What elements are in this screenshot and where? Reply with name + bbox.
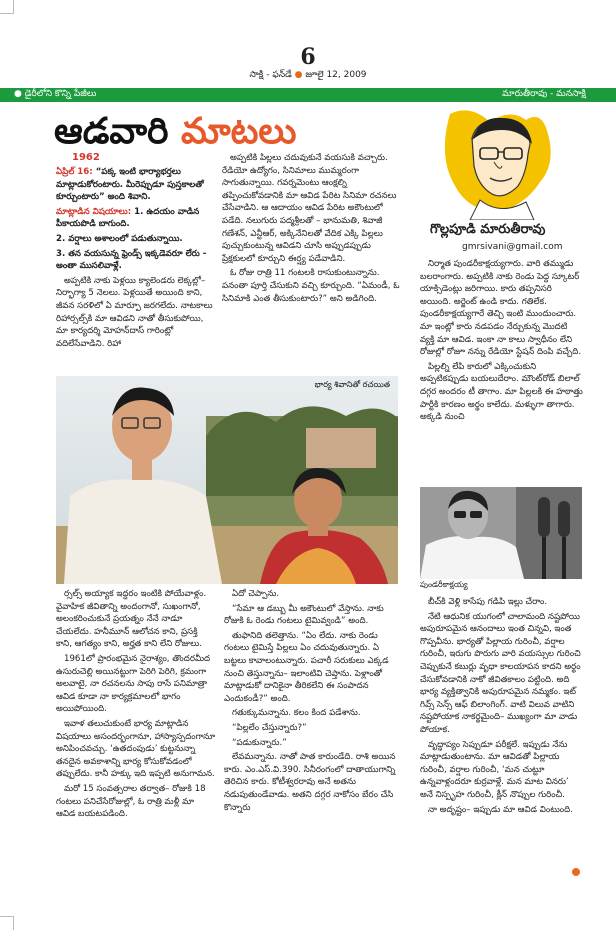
page-number: 6 — [300, 44, 316, 70]
column-2-top — [222, 152, 402, 307]
column-2-bottom — [224, 588, 400, 816]
column-3-bottom — [420, 596, 584, 818]
article-title: ఆడవారి మాటలు — [54, 110, 297, 152]
paragraph: అప్పటికి నాకు పెళ్లయి క్యాలెండరు లెక్కల్లో– నిర్భాగ్యా 5 నెలలు. పెళ్లయితే అయింది కాని, జీవన సరళిలో ఏ మార్పూ జరగలేదు. నాటకాలు రిహార్సల్స్‌కి మా ఆవిడని నాతో తీసుకుపోయి, మా కార్యదర్శి మోహన్‌దాస్ గారింట్లో వదిలేసేవాడిని. రిహా — [56, 275, 213, 349]
paragraph: పిల్లల్ని లేపి కారులో ఎక్కించుకుని అప్పటికప్పుడు బయలుదేరాం. మౌంట్‌రోడ్ బిలాల్ దగ్గర అందరం టీ తాగాం. మా పిల్లలకి ఈ హఠాత్తు పార్టీకి కారణం అర్థం కాలేదు. మళ్ళుగా తాగారు. అక్కడి నుంచి — [420, 361, 583, 423]
section-label: ● డైరీలోని కొన్ని పేజీలు — [14, 89, 97, 99]
paragraph: గతుక్కుమన్నాను. కలం కింద పడేశాను. — [232, 708, 361, 719]
crop-mark — [0, 0, 14, 14]
publication-date: జూలై 12, 2009 — [305, 70, 367, 80]
dateline — [0, 70, 616, 82]
column-3-top — [420, 258, 584, 426]
pundarikakshaiah-photo — [420, 487, 582, 579]
paragraph: 1961లో ప్రారంభమైన నైరాశ్యం, తొందరమీద ఉసురుచెల్లి అయినట్టుగా పెరిగి పెరిగి, క్రమంగా అలవాటై, నా రచనలను సాపు రాసే పనిమాత్రా ఆవిడ కూడా నా కార్యక్రమాలలో భాగం అయిపోయింది. — [56, 653, 211, 715]
paragraph: వృద్ధాప్యం సెప్పుడూ పరీక్షలే. ఇప్పుడు నేను మాట్లాడుతుంటాను. మా ఆవిడతో పిల్లాయ గురించీ, వర్షాల గురించీ, ‘మన చుట్టూ ఉన్నవాళ్లందరూ కుర్రవాళ్లే. మన మాట వినరు’ అనే నిస్పృహ గురించీ, క్లీన్ నొప్పుల గురించీ. — [420, 739, 569, 800]
author-email: gmrsivani@gmail.com — [462, 242, 563, 252]
paragraph: నిర్మాత పుండరీకాక్షయ్యగారు. వారి తమ్ముడు బలరాంగారు. అప్పటికి నాకు రెండు పెద్ద స్కూటర్ యాక్సిడెంట్లు జరిగాయి. కారు తప్పనిసరి అయింది. అర్జెంట్ ఉండి కాదు. గతిలేక. పుండరీకాక్షయ్యగారే తెచ్చి ఇంటి ముందుంచారు. మా ఇంట్లో కారు నడపడం నేర్చుకున్న మొదటి వ్యక్తి మా ఆవిడ. ఇంకా నా కాలు స్వాధీనం లేని రోజుల్లో రోజూ నన్ను రేడియో స్టేషన్ దింపి వచ్చేది. — [420, 259, 582, 358]
paragraph: “సేమా ఆ డబ్బు మీ అకౌంటులో వేస్తాను. నాకు రోజుకి ఓ రెండు గంటలు టైమివ్వండి” అంది. — [224, 603, 384, 627]
paragraph: 3. తన వయసున్న ఫ్రెండ్స్ ఇక్కడెవరూ లేరు - అంతా ముసలివాళ్లే. — [56, 248, 207, 272]
paragraph: ఓ రోజు రాత్రి 11 గంటలకి రాసుకుంటున్నాను. పనంతా పూర్తి చేసుకుని వచ్చి కూర్చుంది. “ఏమండీ, ఓ సినిమాకి ఎంత తీసుకుంటారు?” అని అడిగింది. — [222, 268, 400, 304]
paragraph: మరో 15 సంవత్సరాల తర్వాత– రోజుకి 18 గంటలు పనిచేసేరోజుల్లో, ఓ రాత్రి మళ్లీ మా ఆవిడ బయటపడింది. — [56, 783, 206, 820]
author-name: గొల్లపూడి మారుతీరావు — [430, 222, 546, 237]
section-bar — [0, 88, 616, 102]
paragraph: మాట్లాడిన విషయాలు: 1. ఉదయం వాడిన పీకాయపొడి బాగుంది. — [56, 206, 200, 230]
paragraph: ఇవాళ తలుచుకుంటే భార్య మాట్లాడిన విషయాలు అసందర్భంగానూ, హాస్యాస్పదంగానూ అనిపించవచ్చు. ‘ఉతదంపుడు’ కుట్టనున్నా తనదైన అవకాశాన్ని భార్య కోసుకోవడంలో తప్పులేదు. కానీ హక్కు ఇది ఇప్పటి అనుగామన. — [56, 718, 216, 780]
paragraph: నా అదృష్టం– ఇప్పుడు మా ఆవిడ వింటుంది. — [428, 804, 573, 815]
column-1-top — [56, 166, 214, 352]
column-label: మారుతీరావు - మనసాక్షి — [502, 89, 586, 99]
paragraph: “పడుకున్నారు.” — [232, 737, 287, 748]
bullet-icon: ● — [294, 70, 306, 80]
paragraph: 2. వర్షాలు అశాలంలో పడుతున్నాయి. — [56, 233, 183, 244]
paragraph: తుఫానిది తలెత్తాను. “ఏం లేదు. నాకు రెండు గంటలు టైమిస్తే పిల్లలు ఏం చదువుతున్నారు. ఏ బట్టలు కావాలంటున్నారు. పచారీ సరుకులు ఎక్కడ నుంచి తెస్తున్నాను– ఇలాంటివి చెప్తాను. పెళ్లాంతో మాట్లాడుకో దానికైనా తీరికలేని ఈ సంపాదన ఎందుకండీ?” అంది. — [224, 630, 389, 704]
publication-name: సాక్షి - ఫన్‌డే — [249, 70, 292, 80]
year-heading: 1962 — [72, 152, 100, 163]
paragraph: లేవమన్నాను. నాతో పాత కారుండేది. రాశి అయిన కారు. ఎం.ఎస్.వి.390. సినీరంగంలో దాతాయుగాన్ని తెరిచిన కారు. కోటీశ్వరరావు అనే అతను నడుపుతుండేవాడు. అతని దగ్గర నాకోసం బేరం చేసి కొన్నారు — [224, 752, 396, 813]
paragraph: ఏప్రిల్ 16: “పక్క ఇంటి భార్యాభర్తలు మాట్లాడుకోరంటారు. మీరెప్పుడూ పుస్తకాలతో కూర్చుంటారు” అంది శివాని. — [56, 167, 204, 203]
column-1-bottom — [56, 588, 216, 823]
paragraph: “పిల్లలేం చేస్తున్నారు?” — [232, 722, 307, 733]
paragraph: ఏదో చెప్పాను. — [232, 589, 280, 599]
paragraph: ర్సల్స్ అయ్యాక ఇద్దరం ఇంటికి పోయేవాళ్లం. వైవాహిక జీవితాన్ని అందంగానో, సుఖంగానో, అలంకరించుకునే ప్రయత్నం నేనే నాడూ చేయలేదు. హనీమూన్ ఆలోచన కాని, ప్రసక్తి కాని, ఆగత్యం కాని, అర్హత కాని లేని రోజులు. — [56, 589, 207, 650]
end-mark-icon — [572, 868, 580, 876]
author-portrait — [430, 104, 568, 220]
photo2-caption: పుండరీకాక్షయ్య — [420, 580, 468, 589]
crop-mark — [0, 916, 14, 930]
photo-caption: భార్య శివానితో రచయిత — [314, 380, 390, 389]
paragraph: అప్పటికి పిల్లలు చదువుకునే వయసుకి వచ్చారు. రేడియో ఉద్యోగం, సినిమాలు ముమ్మరంగా సాగుతున్నాయి. గవర్నమెంటు ఆంక్షల్ని తప్పించుకోవడానికి మా ఆవిడ పేరిట సినిమా రచనలు చేసేవాడిని. ఆ ఆదాయం ఆవిడ పేరిట అకౌంటులో పడేది. నలుగురు పద్మశ్రీలతో – భానుమతి, శివాజీ గణేశన్, ఎన్టీఆర్, అక్కినేనిలతో వేదిక ఎక్కి పిల్లలు పుచ్చుకుంటున్న ఆవిడని చూసి అప్పుడప్పుడు ప్రేక్షకులలో కూర్చుని ఈర్ష్య పడేవాడిని. — [222, 153, 397, 264]
paragraph: నేటి ఆధునిక యుగంలో చాలామంది నష్టపోయి అపురూపమైన ఆనందాలు ఇంత చిన్నవి, ఇంత గొప్పవీను. భార్యతో పిల్లాయ గురించీ, వర్షాల గురించీ, ఇరుగు పొరుగు వారి వయస్సుల గురించి చెప్పుకునే కబుర్లు వృధా కాలయాపన కాదని అర్థం చేసుకోవడానికి నాకో జీవితకాలం పట్టింది. అది భార్య వ్యక్తిత్వానికి అపురూపమైన నమ్మకం. ఇట్ గివ్స్ సెన్స్ ఆఫ్ బిలాంగింగ్. వాటి విలువ వాటిని నష్టపోయాక నాకర్థమైంది– ముఖ్యంగా మా వాడు పోయాక. — [420, 611, 581, 735]
couple-photo — [56, 376, 398, 584]
paragraph: బీచ్‌కి వెళ్లి కాసేపు గడిపి ఇల్లు చేరాం. — [428, 597, 548, 607]
